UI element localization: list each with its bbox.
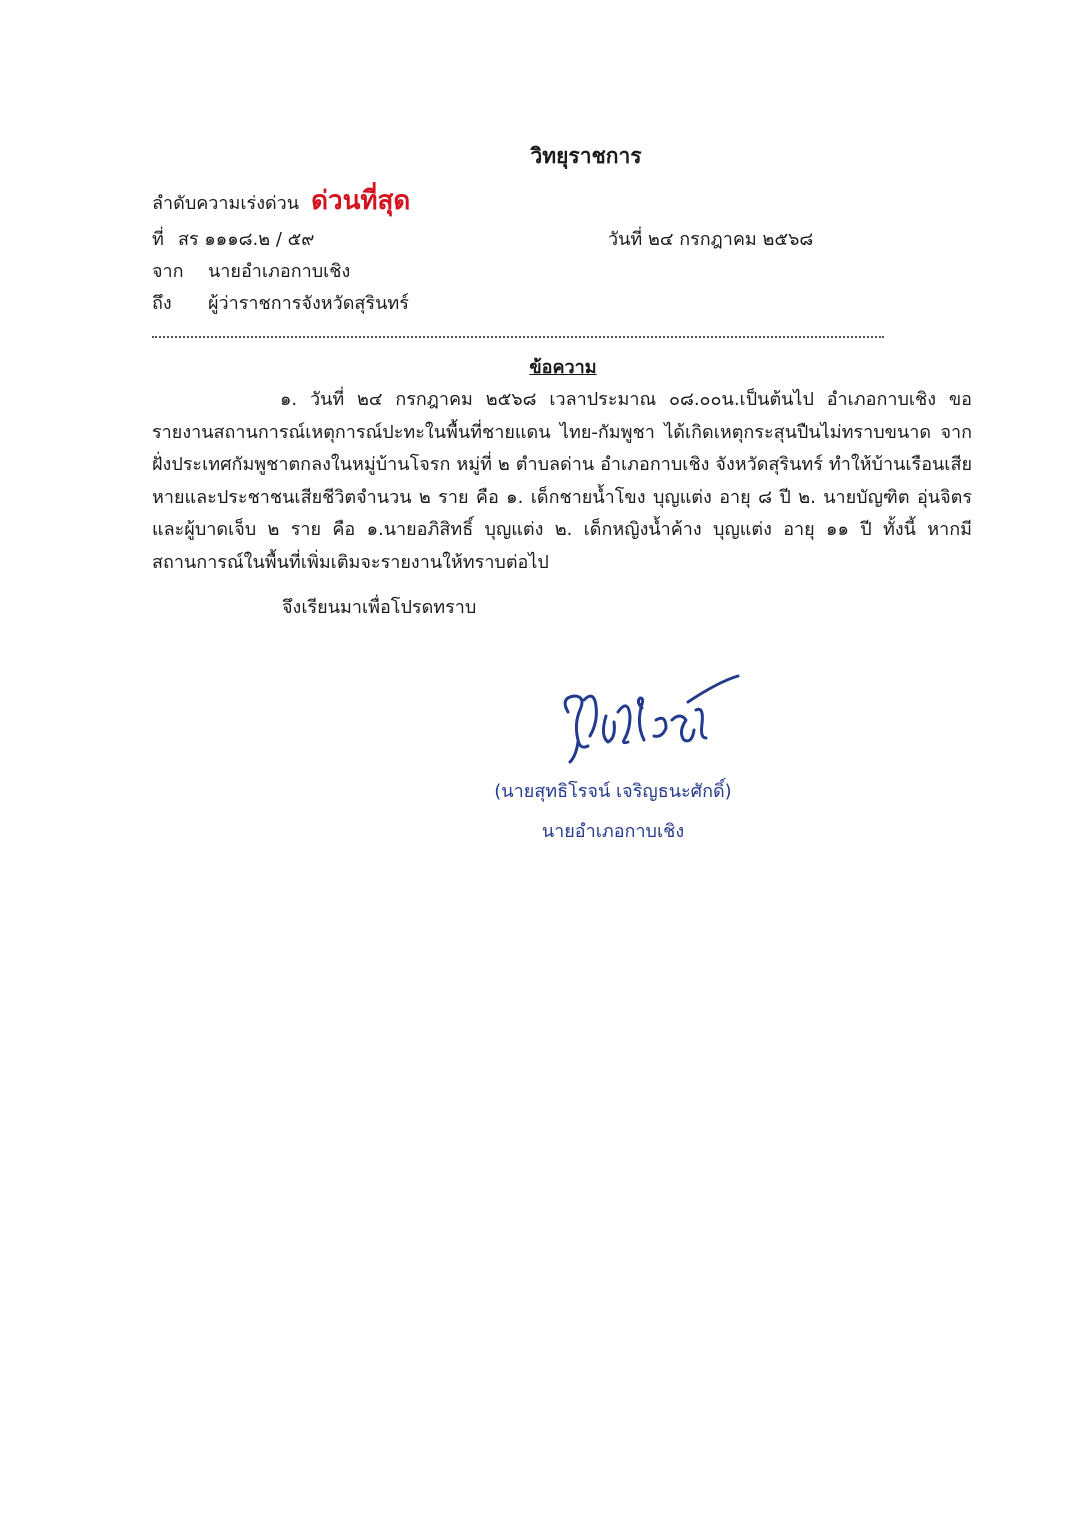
- document-date: วันที่ ๒๔ กรกฎาคม ๒๕๖๘: [608, 229, 814, 250]
- priority-value: ด่วนที่สุด: [311, 186, 411, 216]
- from-row: [152, 256, 350, 285]
- to-value: ผู้ว่าราชการจังหวัดสุรินทร์: [208, 293, 409, 314]
- priority-line: [152, 180, 410, 221]
- dotted-divider: [152, 336, 884, 338]
- closing-line: จึงเรียนมาเพื่อโปรดทราบ: [282, 597, 477, 618]
- to-row: [152, 288, 409, 317]
- document-number-row: [152, 224, 314, 253]
- from-label: จาก: [152, 261, 184, 282]
- to-label: ถึง: [152, 293, 172, 314]
- priority-label: ลำดับความเร่งด่วน: [152, 193, 300, 214]
- doc-no-label: ที่: [152, 229, 164, 250]
- signer-name: (นายสุทธิโรจน์ เจริญธนะศักดิ์): [494, 781, 732, 802]
- from-value: นายอำเภอกาบเชิง: [208, 261, 351, 282]
- message-body-text: ๑. วันที่ ๒๔ กรกฎาคม ๒๕๖๘ เวลาประมาณ ๐๘.๐๐น.เป็นต้นไป อำเภอกาบเชิง ขอรายงานสถานการณ์เหตุการณ์ปะทะในพื้นที่ชายแดน ไทย-กัมพูชา ได้เกิดเหตุกระสุนปืนไม่ทราบขนาด จากฝั่งประเทศกัมพูชาตกลงในหมู่บ้านโจรก หมู่ที่ ๒ ตำบลด่าน อำเภอกาบเชิง จังหวัดสุรินทร์ ทำให้บ้านเรือนเสียหายและประชาชนเสียชีวิตจำนวน ๒ ราย คือ ๑. เด็กชายน้ำโขง บุญแต่ง อายุ ๘ ปี ๒. นายบัญฑิต อุ่นจิตร และผู้บาดเจ็บ ๒ ราย คือ ๑.นายอภิสิทธิ์ บุญแต่ง ๒. เด็กหญิงน้ำค้าง บุญแต่ง อายุ ๑๑ ปี ทั้งนี้ หากมีสถานการณ์ในพื้นที่เพิ่มเติมจะรายงานให้ทราบต่อไป: [152, 389, 972, 573]
- message-heading: ข้อความ: [529, 357, 597, 378]
- handwritten-signature: [548, 672, 748, 772]
- document-title: วิทยุราชการ: [530, 144, 642, 168]
- signer-position: นายอำเภอกาบเชิง: [541, 821, 685, 842]
- doc-no: สร ๑๑๑๘.๒ / ๕๙: [178, 229, 315, 250]
- message-body: [152, 384, 972, 580]
